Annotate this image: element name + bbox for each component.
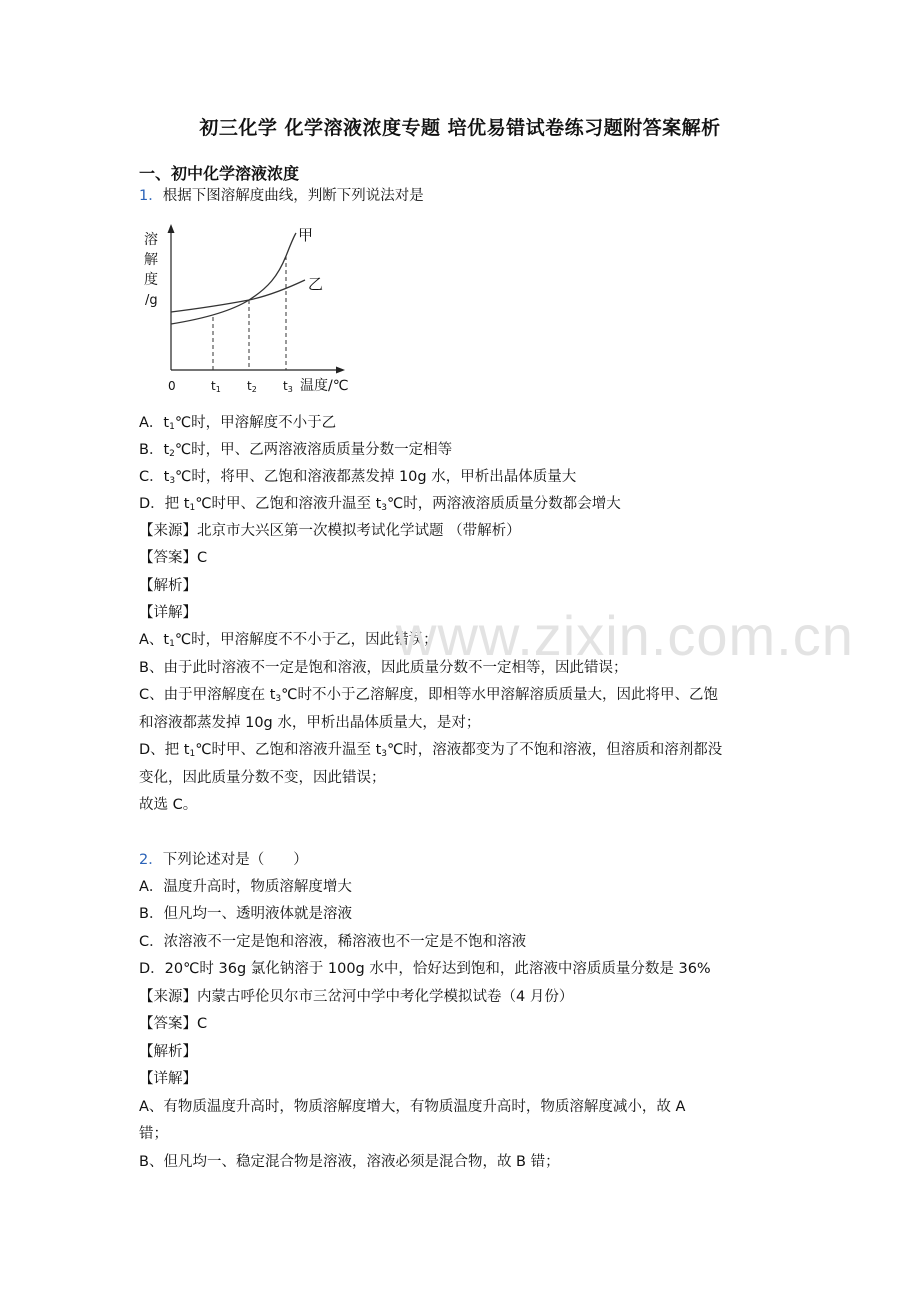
question-number: 2． (139, 852, 163, 868)
page-title: 初三化学 化学溶液浓度专题 培优易错试卷练习题附答案解析 (199, 117, 721, 139)
y-axis-arrow (168, 224, 175, 233)
curve-jia (171, 233, 296, 324)
y-label-4: /g (145, 293, 158, 308)
q1-detail: 【详解】 (139, 605, 197, 621)
q1-option-c: C．$t_3℃$时，将甲、乙饱和溶液都蒸发掉 10g 水，甲析出晶体质量大 (139, 469, 577, 486)
q2-analysis: 【解析】 (139, 1044, 197, 1060)
tick-t2: t2 (247, 379, 257, 394)
q1-source: 【来源】北京市大兴区第一次模拟考试化学试题 （带解析） (139, 523, 521, 539)
section-heading: 一、初中化学溶液浓度 (139, 164, 300, 183)
y-label-3: 度 (144, 272, 158, 288)
q2-option-c: C．浓溶液不一定是饱和溶液，稀溶液也不一定是不饱和溶液 (139, 934, 527, 950)
q2-detail: 【详解】 (139, 1071, 197, 1087)
watermark: www.zixin.com.cn (396, 604, 854, 667)
y-label-1: 溶 (144, 232, 158, 248)
q2-answer: 【答案】C (139, 1016, 208, 1032)
solubility-chart (138, 218, 358, 398)
q1-option-b: B．$t_2℃$时，甲、乙两溶液溶质质量分数一定相等 (139, 442, 453, 459)
q2-option-d: D．20℃时 36g 氯化钠溶于 100g 水中，恰好达到饱和，此溶液中溶质质量分数是 36% (139, 961, 711, 977)
q1-detail-a: A、$t_1℃$时，甲溶解度不不小于乙，因此错误； (139, 632, 438, 649)
q1-analysis: 【解析】 (139, 578, 197, 594)
question-1-stem: 1．根据下图溶解度曲线，判断下列说法对是 (139, 188, 424, 204)
origin-label: 0 (168, 379, 176, 393)
q1-option-a: A．$t_1℃$时，甲溶解度不小于乙 (139, 415, 337, 432)
q2-option-a: A．温度升高时，物质溶解度增大 (139, 879, 352, 895)
q1-detail-c1: C、由于甲溶解度在 $t_3℃$时不小于乙溶解度，即相等水甲溶解溶质质量大，因此将甲、乙饱 (139, 687, 718, 704)
question-number: 1． (139, 188, 163, 204)
q1-option-d: D．把 $t_1℃$时甲、乙饱和溶液升温至 $t_3℃$时，两溶液溶质质量分数都会增大 (139, 496, 621, 513)
curve-yi (171, 280, 305, 312)
q2-detail-a1: A、有物质温度升高时，物质溶解度增大，有物质温度升高时，物质溶解度减小，故 A (139, 1099, 686, 1115)
q2-source: 【来源】内蒙古呼伦贝尔市三岔河中学中考化学模拟试卷（4 月份） (139, 989, 574, 1005)
q1-answer: 【答案】C (139, 550, 208, 566)
q1-detail-c2: 和溶液都蒸发掉 10g 水，甲析出晶体质量大，是对； (139, 715, 481, 731)
q2-detail-a2: 错； (139, 1126, 168, 1142)
y-label-2: 解 (144, 252, 158, 268)
x-axis-label: 温度/℃ (300, 378, 349, 394)
x-axis-arrow (336, 367, 345, 374)
series-label-jia: 甲 (298, 226, 314, 244)
question-2-stem: 2．下列论述对是（ ） (139, 852, 308, 868)
q1-detail-b: B、由于此时溶液不一定是饱和溶液，因此质量分数不一定相等，因此错误； (139, 660, 628, 676)
q2-option-b: B．但凡均一、透明液体就是溶液 (139, 906, 352, 922)
q1-detail-d1: D、把 $t_1℃$时甲、乙饱和溶液升温至 $t_3℃$时，溶液都变为了不饱和溶液，但溶质和溶剂都没 (139, 742, 723, 759)
q2-detail-b: B、但凡均一、稳定混合物是溶液，溶液必须是混合物，故 B 错； (139, 1154, 560, 1170)
tick-t3: t3 (283, 379, 293, 394)
series-label-yi: 乙 (308, 275, 324, 293)
q1-detail-d2: 变化，因此质量分数不变，因此错误； (139, 770, 386, 786)
tick-t1: t1 (211, 379, 221, 394)
q1-conclusion: 故选 C。 (139, 797, 198, 813)
